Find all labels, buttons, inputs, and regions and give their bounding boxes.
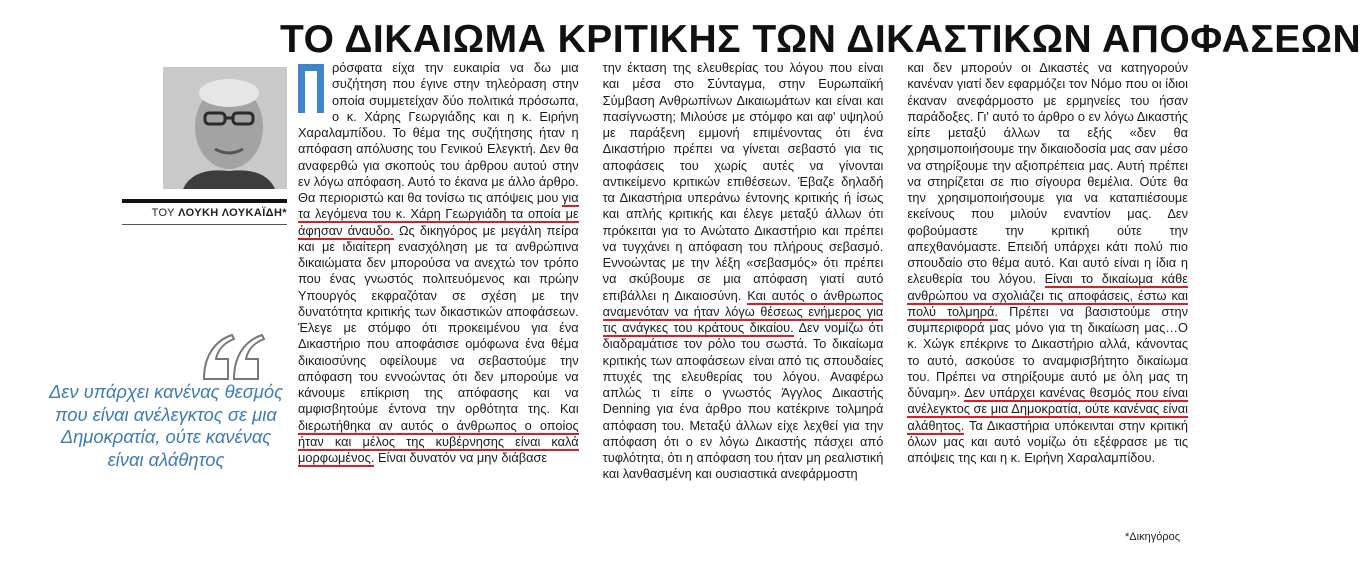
byline-author: ΛΟΥΚΗ ΛΟΥΚΑΪΔΗ* bbox=[178, 207, 287, 219]
col2-text-2: Δεν νομίζω ότι διαδραμάτισε τον ρόλο του σωστά. Το δικαίωμα κριτικής των αποφάσεων είναι από τις σπουδαίες πτυχές της ελευθερίας του λόγου. Αναφέρω απλώς τι είπε ο γνωστός Άγγλος Δικαστής Denning για ένα άρθρο που κατέκρινε τολμηρά απόφαση του. Μεταξύ άλλων είχε λεχθεί για την απόφαση ότι ο εν λόγω Δικαστής πάσχει από τυφλότητα, ότι η απόφαση του ήταν μη ρεαλιστική και λανθασμένη και ουσιαστικά ανεφάρμοστη bbox=[602, 320, 884, 482]
article-body bbox=[298, 60, 1188, 550]
col1-highlight-2: διερωτήθηκα αν αυτός ο άνθρωπος ο οποίος ήταν και μέλος της κυβέρνησης είναι καλά μορφωμένος. bbox=[298, 417, 579, 465]
byline-prefix: ΤΟΥ bbox=[151, 207, 175, 219]
author-signoff: *Δικηγόρος bbox=[1125, 531, 1180, 543]
col2-highlight-1: Και αυτός ο άνθρωπος αναμενόταν να ήταν λόγω θέσεως ενήμερος για τις ανάγκες του κράτους δικαίου. bbox=[602, 287, 884, 335]
dropcap-letter bbox=[298, 64, 324, 113]
col2-text-1: την έκταση της ελευθερίας του λόγου που είναι και μέσα στο Σύνταγμα, στην Ευρωπαϊκή Σύμβαση Ανθρωπίνων Δικαιωμάτων και είναι και πασίγνωστη; Μιλούσε με στόμφο και αφ' υψηλού με παράξενη εμμονή επιμένοντας ότι ένα Δικαστήριο πρέπει να γίνεται σεβαστό για τις αποφάσεις του χωρίς αυτές να γίνονται αντικείμενο κριτικών επιθέσεων. Έβαζε δηλαδή τα Δικαστήρια υπεράνω έντονης κριτικής ή ίσως και απλής κριτικής και έλεγε μεταξύ άλλων ότι πρόκειται για το Ανώτατο Δικαστήριο και πρέπει να τυγχάνει η απόφαση του πλήρους σεβασμό. Εννοώντας με την λέξη «σεβασμός» ότι πρέπει να σκύβουμε σε μια απόφαση γιατί αυτό επιβάλλει η Δικαιοσύνη. bbox=[602, 60, 884, 303]
col3-text-1: και δεν μπορούν οι Δικαστές να κατηγορούν κανέναν γιατί δεν εφαρμόζει τον Νόμο που οι ίδιοι έκαναν ανεφάρμοστο με ερμηνείες του ήσαν παράδοξες. Γι' αυτό το άρθρο ο εν λόγω Δικαστής είπε μεταξύ άλλων τα εξής «δεν θα χρησιμοποιήσουμε την δικαιοδοσία μας σαν μέσο να στηρίξουμε την αξιοπρέπεια μας. Αυτή πρέπει να στηρίζεται σε πιο σίγουρα θεμέλια. Ούτε θα την χρησιμοποιήσουμε για να καταπιέσουμε εκείνους που μιλούν εναντίον μας. Δεν φοβούμαστε την κριτική ούτε την απεχθανόμαστε. Επειδή υπάρχει κάτι πολύ πιο σπουδαίο στο θέμα αυτό. Και αυτό είναι η ίδια η ελευθερία του λόγου. bbox=[907, 60, 1189, 287]
col1-text-2: Ως δικηγόρος με μεγάλη πείρα και με ιδιαίτερη ενασχόληση με τα ανθρώπινα δικαιώματα δεν μπορούσα να ανεχτώ τον τρόπο που ένας γνωστός πολιτευόμενος και πρώην Υπουργός εκφραζόταν σε σχέση με την δυνατότητα κριτικής των δικαστικών αποφάσεων. Έλεγε με στόμφο ότι προκειμένου για ένα Δικαστήριο που αποφάσισε ομόφωνα ένα θέμα δικαιοσύνης οφείλουμε να σεβαστούμε την απόφαση του εννοώντας ότι δεν μπορούμε να κάνουμε επίκριση της απόφασης και να αμφισβητούμε έντονα την ορθότητα της. Και bbox=[298, 222, 579, 417]
sidebar bbox=[0, 60, 286, 575]
col1-text-3: Είναι δυνατόν να μην διάβασε bbox=[374, 450, 548, 465]
column-3 bbox=[907, 60, 1188, 550]
byline bbox=[122, 204, 287, 222]
column-1 bbox=[298, 60, 579, 550]
col1-highlight-1: για τα λεγόμενα του κ. Χάρη Γεωργιάδη τα οποία με άφησαν άναυδο. bbox=[298, 190, 579, 238]
col3-highlight-1: Είναι το δικαίωμα κάθε ανθρώπου να σχολιάζει τις αποφάσεις, έστω και πολύ τολμηρά. bbox=[907, 271, 1189, 319]
column-2 bbox=[603, 60, 884, 550]
col3-text-3: Τα Δικαστήρια υπόκεινται στην κριτική όλων μας και αυτό νομίζω ότι εξέφρασε με τις απόψεις της και η κ. Ειρήνη Χαραλαμπίδου. bbox=[907, 417, 1189, 465]
col3-highlight-2: Δεν υπάρχει κανένας θεσμός που είναι ανέλεγκτος σε μια Δημοκρατία, ούτε κανένας είναι αλάθητος. bbox=[907, 385, 1189, 433]
page-title: ΤΟ ΔΙΚΑΙΩΜΑ ΚΡΙΤΙΚΗΣ ΤΩΝ ΔΙΚΑΣΤΙΚΩΝ ΑΠΟΦΑΣΕΩΝ bbox=[280, 18, 1361, 61]
col3-text-2: Πρέπει να βασιστούμε στην συμπεριφορά μας μόνο για τη δικαίωση μας…Ο κ. Χώγκ επέκρινε το Δικαστήριο αλλά, κάνοντας το αυτό, ασκούσε το αναμφισβήτητο δικαίωμα του. Πρέπει να στηρίξουμε αυτό με όλη μας τη δύναμη». bbox=[907, 303, 1189, 400]
byline-rule-bottom bbox=[122, 224, 287, 225]
pullquote: Δεν υπάρχει κανένας θεσμός που είναι ανέλεγκτος σε μια Δημοκρατία, ούτε κανένας είναι αλάθητος bbox=[48, 381, 284, 470]
col1-text-1: ρόσφατα είχα την ευκαιρία να δω μια συζήτηση που έγινε στην τηλεόραση στην οποία συμμετείχαν δύο πολιτικά πρόσωπα, ο κ. Χάρης Γεωργιάδης και η κ. Ειρήνη Χαραλαμπίδου. Το θέμα της συζήτησης ήταν η απόφαση απόλυσης του Γενικού Ελεγκτή. Δεν θα αναφερθώ για σκοπούς του άρθρου αυτού στην εν λόγω απόφαση. Αυτό το έκανα με άλλο άρθρο. Θα περιοριστώ και θα τονίσω τις απόψεις μου bbox=[298, 60, 579, 205]
quote-mark-icon bbox=[192, 327, 272, 387]
author-portrait-icon bbox=[163, 67, 287, 189]
author-photo bbox=[163, 67, 287, 189]
byline-rule-top bbox=[122, 199, 287, 203]
